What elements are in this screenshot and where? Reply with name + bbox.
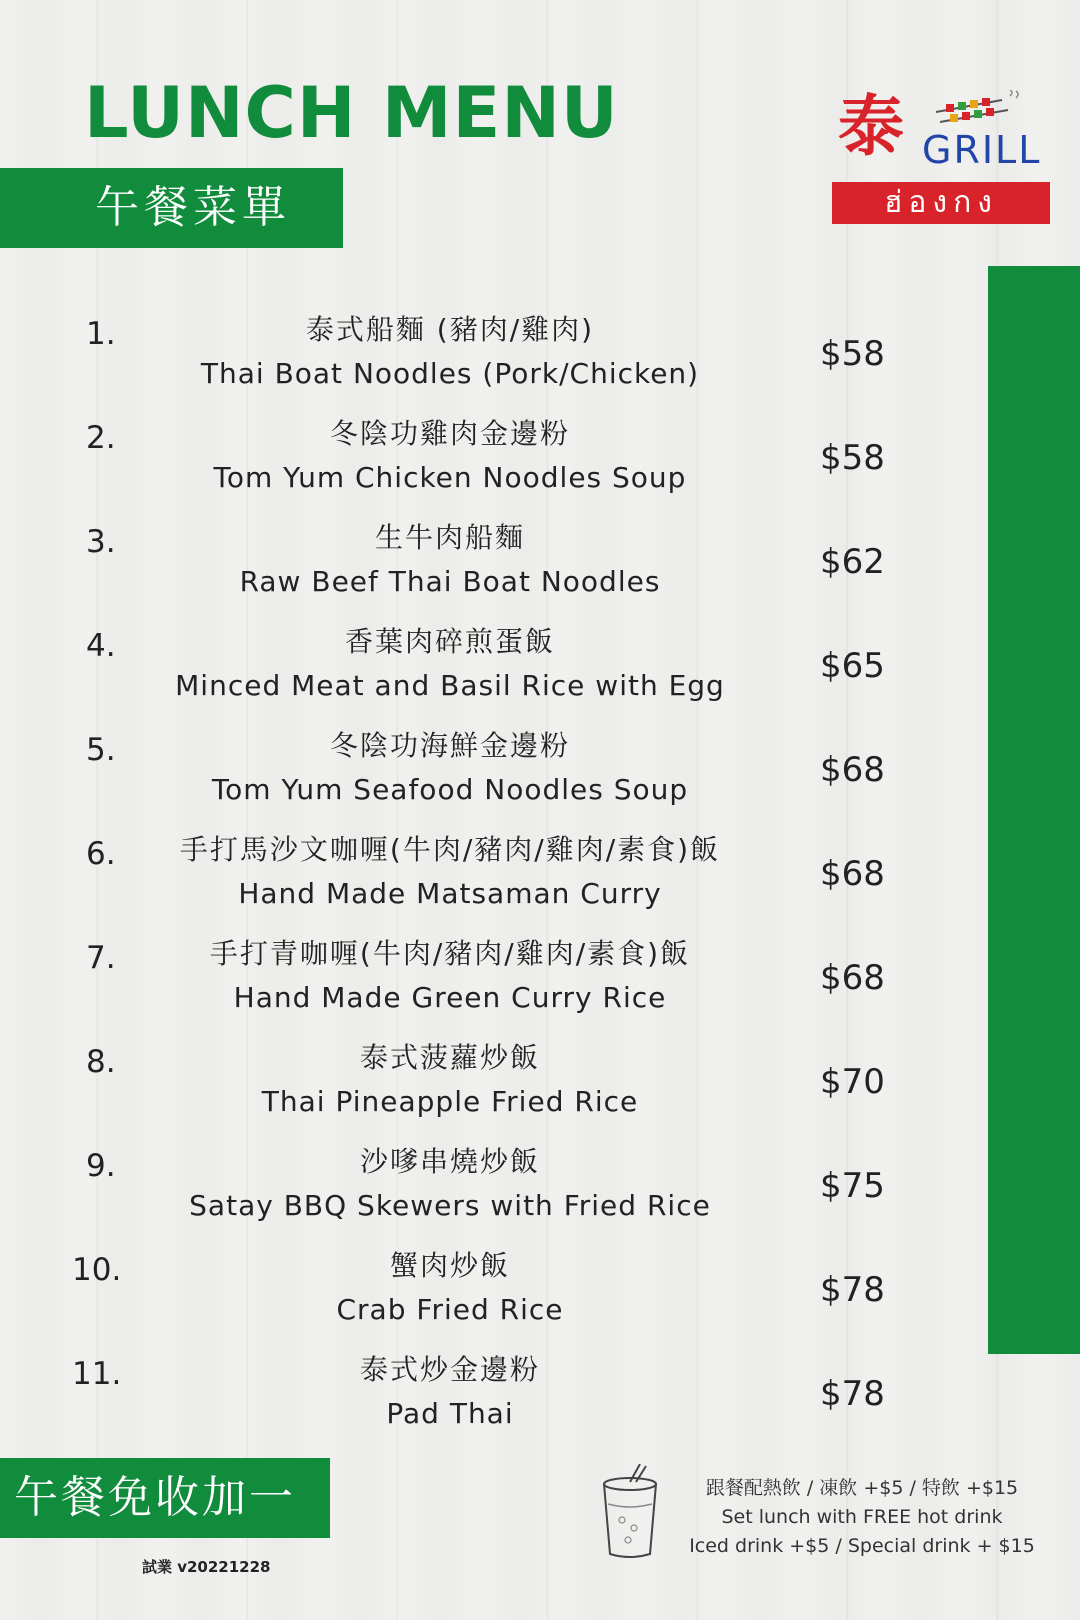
item-number: 10.	[72, 1252, 122, 1288]
item-name-en: Thai Boat Noodles (Pork/Chicken)	[200, 357, 700, 390]
item-name-zh: 蟹肉炒飯	[389, 1249, 510, 1282]
item-price: $70	[820, 1062, 885, 1102]
menu-title: LUNCH MENU	[84, 72, 619, 154]
item-number: 3.	[86, 524, 116, 560]
logo-thai-text: ฮ่องกง	[832, 182, 1050, 224]
item-name-en: Tom Yum Chicken Noodles Soup	[213, 461, 687, 494]
item-name-en: Minced Meat and Basil Rice with Egg	[175, 669, 725, 702]
item-name-en: Tom Yum Seafood Noodles Soup	[211, 773, 689, 806]
item-name-zh: 泰式炒金邊粉	[359, 1353, 540, 1386]
menu-item	[0, 724, 988, 828]
item-name-zh: 手打青咖喱(牛肉/豬肉/雞肉/素食)飯	[209, 937, 691, 970]
item-name-en: Crab Fried Rice	[336, 1293, 564, 1326]
item-name-zh: 冬陰功海鮮金邊粉	[329, 729, 570, 762]
decorative-green-bar	[988, 266, 1080, 1354]
drink-cup-icon	[600, 1464, 660, 1560]
menu-item	[0, 308, 988, 412]
item-price: $78	[820, 1374, 885, 1414]
menu-item	[0, 1036, 988, 1140]
item-price: $58	[820, 438, 885, 478]
item-number: 6.	[86, 836, 116, 872]
item-name-en: Pad Thai	[386, 1397, 514, 1430]
menu-item	[0, 932, 988, 1036]
item-number: 1.	[86, 316, 116, 352]
item-number: 4.	[86, 628, 116, 664]
item-number: 2.	[86, 420, 116, 456]
item-number: 8.	[86, 1044, 116, 1080]
menu-item	[0, 516, 988, 620]
menu-item	[0, 828, 988, 932]
item-name-zh: 泰式菠蘿炒飯	[359, 1041, 540, 1074]
item-name-zh: 冬陰功雞肉金邊粉	[329, 417, 570, 450]
menu-item	[0, 1348, 988, 1452]
menu-item	[0, 1244, 988, 1348]
item-name-zh: 沙嗲串燒炒飯	[359, 1145, 540, 1178]
logo-wordmark: GRILL	[922, 128, 1042, 172]
item-price: $68	[820, 750, 885, 790]
item-name-en: Thai Pineapple Fried Rice	[261, 1085, 639, 1118]
menu-item	[0, 1140, 988, 1244]
drink-offer	[672, 1474, 1052, 1561]
drink-offer-en-2: Iced drink +$5 / Special drink + $15	[689, 1535, 1035, 1557]
item-price: $62	[820, 542, 885, 582]
no-service-charge-banner: 午餐免收加一	[0, 1458, 330, 1538]
item-number: 7.	[86, 940, 116, 976]
item-name-en: Satay BBQ Skewers with Fried Rice	[189, 1189, 711, 1222]
item-name-en: Raw Beef Thai Boat Noodles	[239, 565, 661, 598]
item-price: $68	[820, 854, 885, 894]
drink-offer-zh: 跟餐配熱飲 / 凍飲 +$5 / 特飲 +$15	[705, 1477, 1019, 1499]
chinese-subtitle-banner: 午餐菜單	[0, 168, 343, 248]
item-name-zh: 生牛肉船麵	[374, 521, 525, 554]
item-name-en: Hand Made Matsaman Curry	[238, 877, 662, 910]
item-number: 5.	[86, 732, 116, 768]
item-number: 9.	[86, 1148, 116, 1184]
item-name-en: Hand Made Green Curry Rice	[233, 981, 667, 1014]
menu-item	[0, 412, 988, 516]
skewer-icon	[930, 90, 1030, 132]
item-price: $58	[820, 334, 885, 374]
logo-character: 泰	[838, 88, 904, 165]
item-name-zh: 香葉肉碎煎蛋飯	[344, 625, 555, 658]
item-price: $68	[820, 958, 885, 998]
menu-item	[0, 620, 988, 724]
item-number: 11.	[72, 1356, 122, 1392]
version-label: 試業 v20221228	[142, 1558, 271, 1576]
item-price: $65	[820, 646, 885, 686]
item-price: $75	[820, 1166, 885, 1206]
drink-offer-en-1: Set lunch with FREE hot drink	[721, 1506, 1003, 1528]
item-price: $78	[820, 1270, 885, 1310]
item-name-zh: 泰式船麵 (豬肉/雞肉)	[305, 313, 595, 346]
restaurant-logo	[830, 90, 1052, 225]
item-name-zh: 手打馬沙文咖喱(牛肉/豬肉/雞肉/素食)飯	[179, 833, 721, 866]
